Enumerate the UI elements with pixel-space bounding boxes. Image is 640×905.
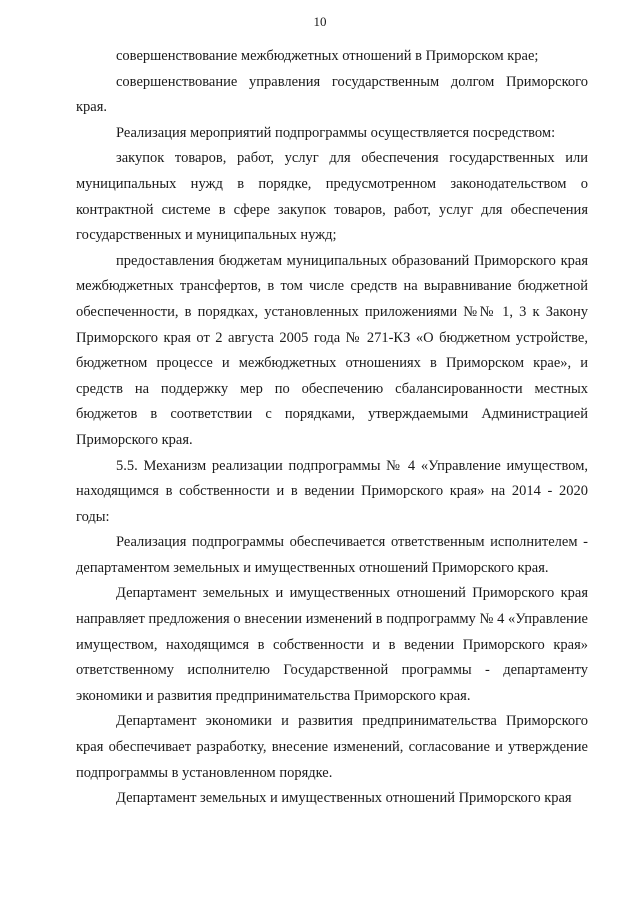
- paragraph: Департамент земельных и имущественных отношений Приморского края: [116, 790, 572, 807]
- paragraph: совершенствование управления государственным долгом Приморского края.: [76, 73, 588, 116]
- document-body: [76, 44, 588, 812]
- paragraph: совершенствование межбюджетных отношений в Приморском крае;: [116, 48, 539, 64]
- page-number: 10: [313, 14, 327, 29]
- paragraph: Департамент экономики и развития предпринимательства Приморского края обеспечивает разработку, внесение изменений, согласование и утверждение подпрограммы в установленном порядке.: [76, 713, 588, 781]
- paragraph: Департамент земельных и имущественных отношений Приморского края направляет предложения о внесении изменений в подпрограмму № 4 «Управление имуществом, находящимся в собственности и в ведении Приморского края» ответственному исполнителю Государственной программы - департаменту экономики и развития предпринимательства Приморского края.: [76, 585, 588, 704]
- paragraph: закупок товаров, работ, услуг для обеспечения государственных или муниципальных нужд в порядке, предусмотренном законодательством о контрактной системе в сфере закупок товаров, работ, услуг для обеспечения государственных и муниципальных нужд;: [76, 150, 588, 244]
- paragraph: Реализация подпрограммы обеспечивается ответственным исполнителем - департаментом земельных и имущественных отношений Приморского края.: [76, 534, 588, 576]
- section-heading-paragraph: 5.5. Механизм реализации подпрограммы № 4 «Управление имуществом, находящимся в собственности и в ведении Приморского края» на 2014 - 2020 годы:: [76, 457, 588, 525]
- paragraph: предоставления бюджетам муниципальных образований Приморского края межбюджетных трансфертов, в том числе средств на выравнивание бюджетной обеспеченности, в порядках, установленных приложениями №№ 1, 3 к Закону Приморского края от 2 августа 2005 года № 271-КЗ «О бюджетном устройстве, бюджетном процессе и межбюджетных отношениях в Приморском крае», и средств на поддержку мер по обеспечению сбалансированности местных бюджетов в соответствии с порядками, утверждаемыми Администрацией Приморского края.: [76, 252, 588, 448]
- paragraph: Реализация мероприятий подпрограммы осуществляется посредством:: [116, 124, 556, 141]
